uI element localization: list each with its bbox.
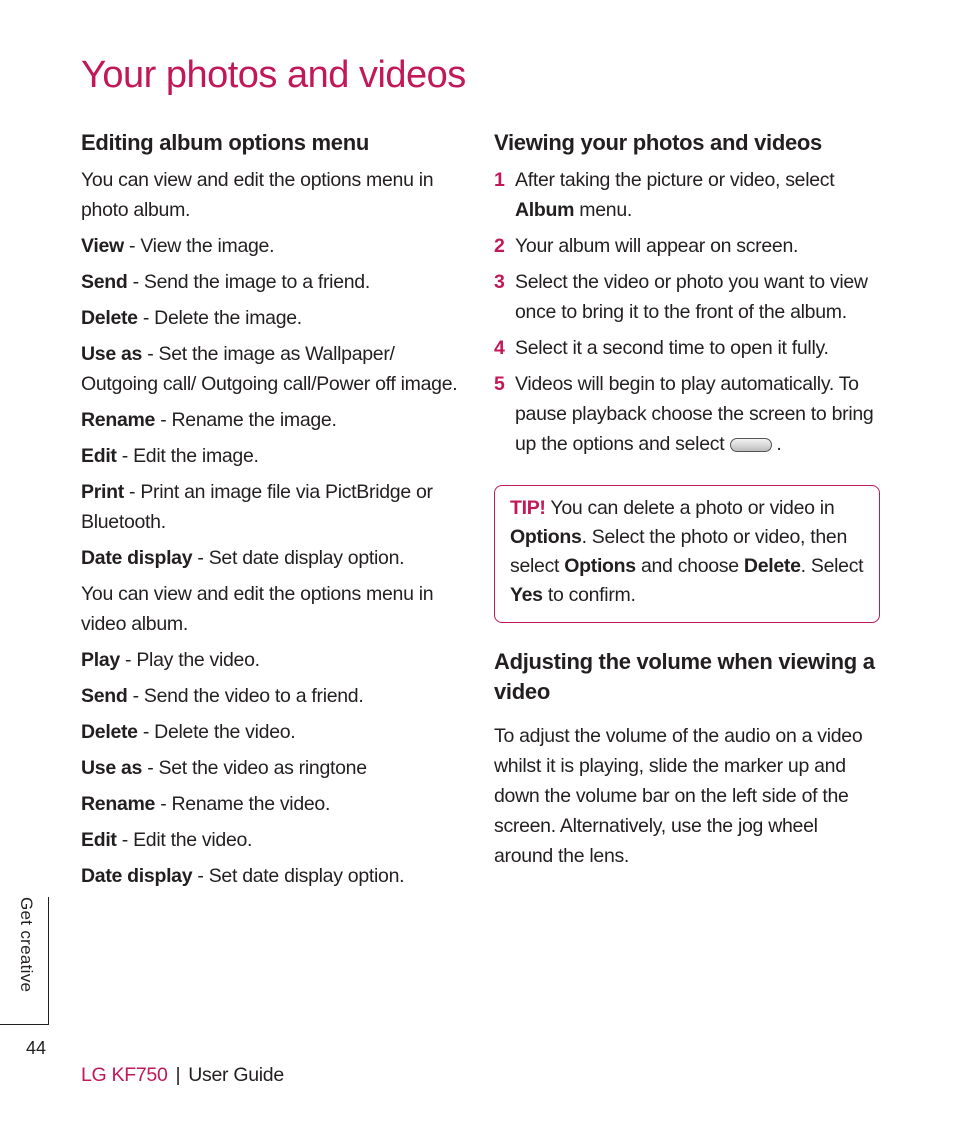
intro-photo: You can view and edit the options menu in photo album. [81, 169, 434, 221]
right-column [494, 128, 880, 877]
option-item: View - View the image. [81, 235, 275, 257]
list-item: 1 After taking the picture or video, select Album menu. [494, 169, 835, 221]
option-item: Print - Print an image file via PictBridge or Bluetooth. [81, 481, 433, 533]
footer-guide: User Guide [188, 1064, 284, 1086]
page-number: 44 [26, 1038, 47, 1058]
footer [81, 1064, 284, 1087]
steps-list [494, 165, 880, 459]
option-item: Use as - Set the video as ringtone [81, 757, 367, 779]
option-item: Send - Send the video to a friend. [81, 685, 364, 707]
option-item: Date display - Set date display option. [81, 865, 405, 887]
intro-video: You can view and edit the options menu in video album. [81, 583, 434, 635]
softkey-button-icon [730, 438, 772, 452]
tip-text: TIP! You can delete a photo or video in Options. Select the photo or video, then select Options and choose Delete. Select Yes to confirm. [510, 497, 864, 606]
footer-brand: LG KF750 [81, 1064, 168, 1086]
section-heading-editing: Editing album options menu [81, 130, 369, 155]
option-item: Play - Play the video. [81, 649, 260, 671]
option-item: Edit - Edit the image. [81, 445, 259, 467]
side-tab-label: Get creative [17, 897, 36, 993]
page-title: Your photos and videos [81, 54, 466, 96]
divider [0, 1024, 48, 1025]
footer-separator: | [175, 1064, 181, 1086]
option-item: Delete - Delete the video. [81, 721, 296, 743]
list-item: 4 Select it a second time to open it fully. [494, 337, 829, 359]
left-column [81, 128, 461, 897]
option-item: Rename - Rename the image. [81, 409, 337, 431]
option-item: Send - Send the image to a friend. [81, 271, 370, 293]
option-item: Use as - Set the image as Wallpaper/ Outgoing call/ Outgoing call/Power off image. [81, 343, 458, 395]
list-item: 5 Videos will begin to play automatically. To pause playback choose the screen to bring up the options and select . [494, 373, 874, 455]
option-item: Edit - Edit the video. [81, 829, 253, 851]
section-heading-viewing: Viewing your photos and videos [494, 130, 822, 155]
option-item: Rename - Rename the video. [81, 793, 331, 815]
list-item: 3 Select the video or photo you want to view once to bring it to the front of the album. [494, 271, 868, 323]
volume-text: To adjust the volume of the audio on a video whilst it is playing, slide the marker up and down the volume bar on the left side of the screen. Alternatively, use the jog wheel around the lens. [494, 725, 863, 867]
tip-box [494, 485, 880, 623]
list-item: 2 Your album will appear on screen. [494, 235, 799, 257]
section-heading-volume: Adjusting the volume when viewing a video [494, 649, 875, 704]
option-item: Date display - Set date display option. [81, 547, 405, 569]
option-item: Delete - Delete the image. [81, 307, 302, 329]
